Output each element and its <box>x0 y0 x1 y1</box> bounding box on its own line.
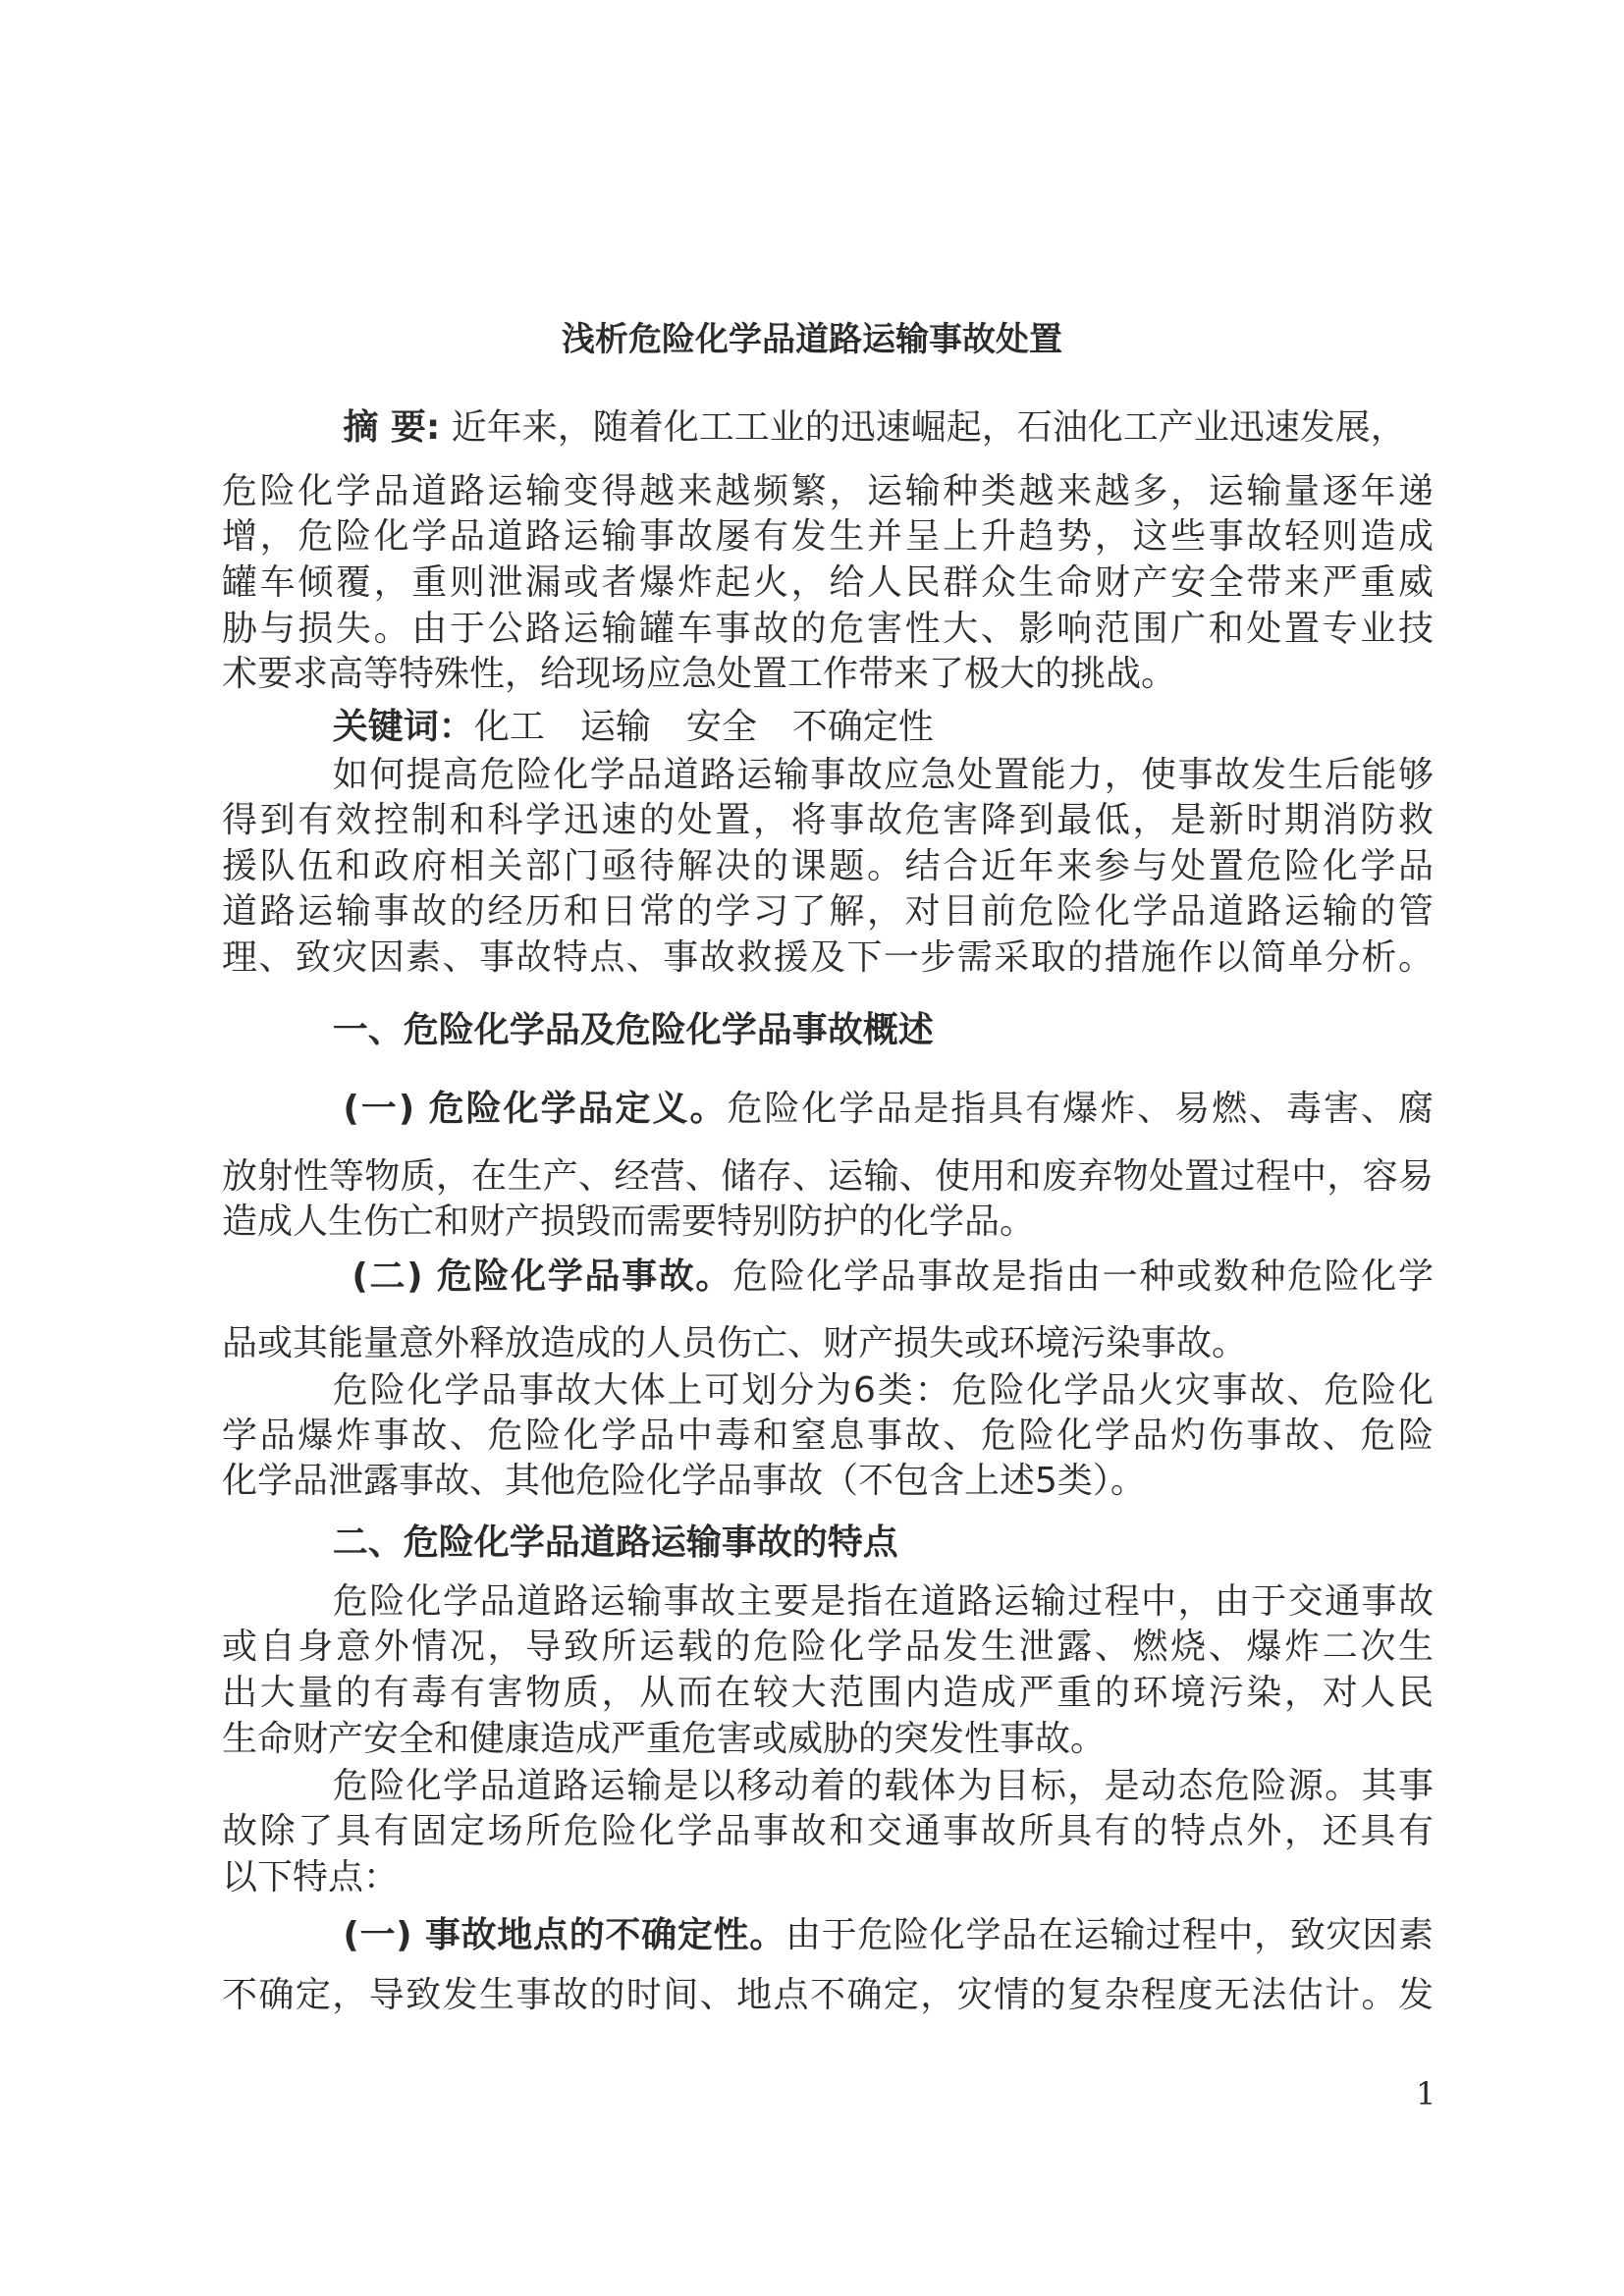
text-line <box>222 1201 1434 1244</box>
text-line <box>333 1765 1434 1808</box>
text-line <box>222 890 1434 934</box>
line-text: 不确定，导致发生事故的时间、地点不确定，灾情的复杂程度无法估计。发 <box>222 1975 1434 2015</box>
line-text: 放射性等物质，在生产、经营、储存、运输、使用和废弃物处置过程中，容易 <box>222 1156 1434 1197</box>
line-text: 生命财产安全和健康造成严重危害或威胁的突发性事故。 <box>222 1719 1107 1759</box>
text-line <box>222 1810 1434 1853</box>
text-line <box>222 1626 1434 1669</box>
text-line <box>333 754 1434 797</box>
text-line <box>343 406 1434 450</box>
text-line <box>222 1415 1434 1458</box>
line-text: 化工 运输 安全 不确定性 <box>473 707 934 747</box>
line-text: 以下特点： <box>222 1857 400 1897</box>
text-line <box>343 1914 1434 1957</box>
text-line <box>222 515 1434 559</box>
line-text: 危险化学品是指具有爆炸、易燃、毒害、腐 <box>727 1089 1434 1129</box>
line-text: 援队伍和政府相关部门亟待解决的课题。结合近年来参与处置危险化学品 <box>222 846 1434 886</box>
line-text: 术要求高等特殊性，给现场应急处置工作带来了极大的挑战。 <box>222 654 1177 694</box>
text-line <box>222 1974 1434 2017</box>
text-line <box>343 1088 1434 1131</box>
document-title: 浅析危险化学品道路运输事故处置 <box>562 320 1062 359</box>
section-heading <box>333 1009 1434 1052</box>
line-text: 道路运输事故的经历和日常的学习了解，对目前危险化学品道路运输的管 <box>222 891 1434 932</box>
text-line <box>333 1369 1434 1413</box>
line-text: 增，危险化学品道路运输事故屡有发生并呈上升趋势，这些事故轻则造成 <box>222 516 1434 557</box>
line-text: 胁与损失。由于公路运输罐车事故的危害性大、影响范围广和处置专业技 <box>222 609 1434 649</box>
lead-label: (一) 危险化学品定义。 <box>343 1089 728 1129</box>
text-line <box>222 1460 1434 1503</box>
line-text: 危险化学品道路运输事故主要是指在道路运输过程中，由于交通事故 <box>332 1581 1434 1622</box>
lead-label: 关键词： <box>332 707 474 747</box>
page-number: 1 <box>1416 2075 1436 2112</box>
lead-label: 一、危险化学品及危险化学品事故概述 <box>332 1010 934 1050</box>
text-line <box>222 470 1434 513</box>
line-text: 化学品泄露事故、其他危险化学品事故（不包含上述5类）。 <box>222 1461 1146 1501</box>
line-text: 危险化学品道路运输变得越来越频繁，运输种类越来越多，运输量逐年递 <box>222 471 1434 511</box>
line-text: 危险化学品道路运输是以移动着的载体为目标，是动态危险源。其事 <box>332 1766 1434 1806</box>
line-text: 品或其能量意外释放造成的人员伤亡、财产损失或环境污染事故。 <box>222 1323 1248 1363</box>
lead-label: 二、危险化学品道路运输事故的特点 <box>332 1522 898 1563</box>
section-heading <box>333 1522 1434 1565</box>
text-line <box>222 1155 1434 1199</box>
text-line <box>222 845 1434 888</box>
lead-label: (二) 危险化学品事故。 <box>352 1256 733 1297</box>
text-line <box>222 936 1434 980</box>
line-text: 造成人生伤亡和财产损毁而需要特别防护的化学品。 <box>222 1201 1036 1242</box>
text-line <box>333 1580 1434 1624</box>
line-text: 由于危险化学品在运输过程中，致灾因素 <box>785 1915 1434 1955</box>
line-text: 危险化学品事故是指由一种或数种危险化学 <box>732 1256 1434 1297</box>
text-line <box>352 1255 1434 1299</box>
text-line <box>222 608 1434 651</box>
text-line <box>222 561 1434 605</box>
line-text: 出大量的有毒有害物质，从而在较大范围内造成严重的环境污染，对人民 <box>222 1673 1434 1713</box>
lead-label: 摘 要: <box>343 407 441 448</box>
line-text: 或自身意外情况，导致所运载的危险化学品发生泄露、燃烧、爆炸二次生 <box>222 1627 1434 1667</box>
text-line <box>222 799 1434 842</box>
line-text: 理、致灾因素、事故特点、事故救援及下一步需采取的措施作以简单分析。 <box>222 937 1434 978</box>
line-text: 近年来，随着化工工业的迅速崛起，石油化工产业迅速发展， <box>440 407 1406 448</box>
text-line <box>222 1322 1434 1365</box>
line-text: 故除了具有固定场所危险化学品事故和交通事故所具有的特点外，还具有 <box>222 1811 1434 1851</box>
line-text: 学品爆炸事故、危险化学品中毒和窒息事故、危险化学品灼伤事故、危险 <box>222 1415 1434 1456</box>
line-text: 危险化学品事故大体上可划分为6类：危险化学品火灾事故、危险化 <box>332 1370 1434 1411</box>
line-text: 得到有效控制和科学迅速的处置，将事故危害降到最低，是新时期消防救 <box>222 800 1434 840</box>
text-line <box>222 1718 1434 1761</box>
line-text: 如何提高危险化学品道路运输事故应急处置能力，使事故发生后能够 <box>332 755 1434 795</box>
text-line <box>222 1672 1434 1715</box>
line-text: 罐车倾覆，重则泄漏或者爆炸起火，给人民群众生命财产安全带来严重威 <box>222 562 1434 603</box>
lead-label: (一) 事故地点的不确定性。 <box>343 1915 785 1955</box>
text-line <box>222 653 1434 696</box>
text-line <box>222 1856 1434 1899</box>
text-line <box>333 706 1434 749</box>
